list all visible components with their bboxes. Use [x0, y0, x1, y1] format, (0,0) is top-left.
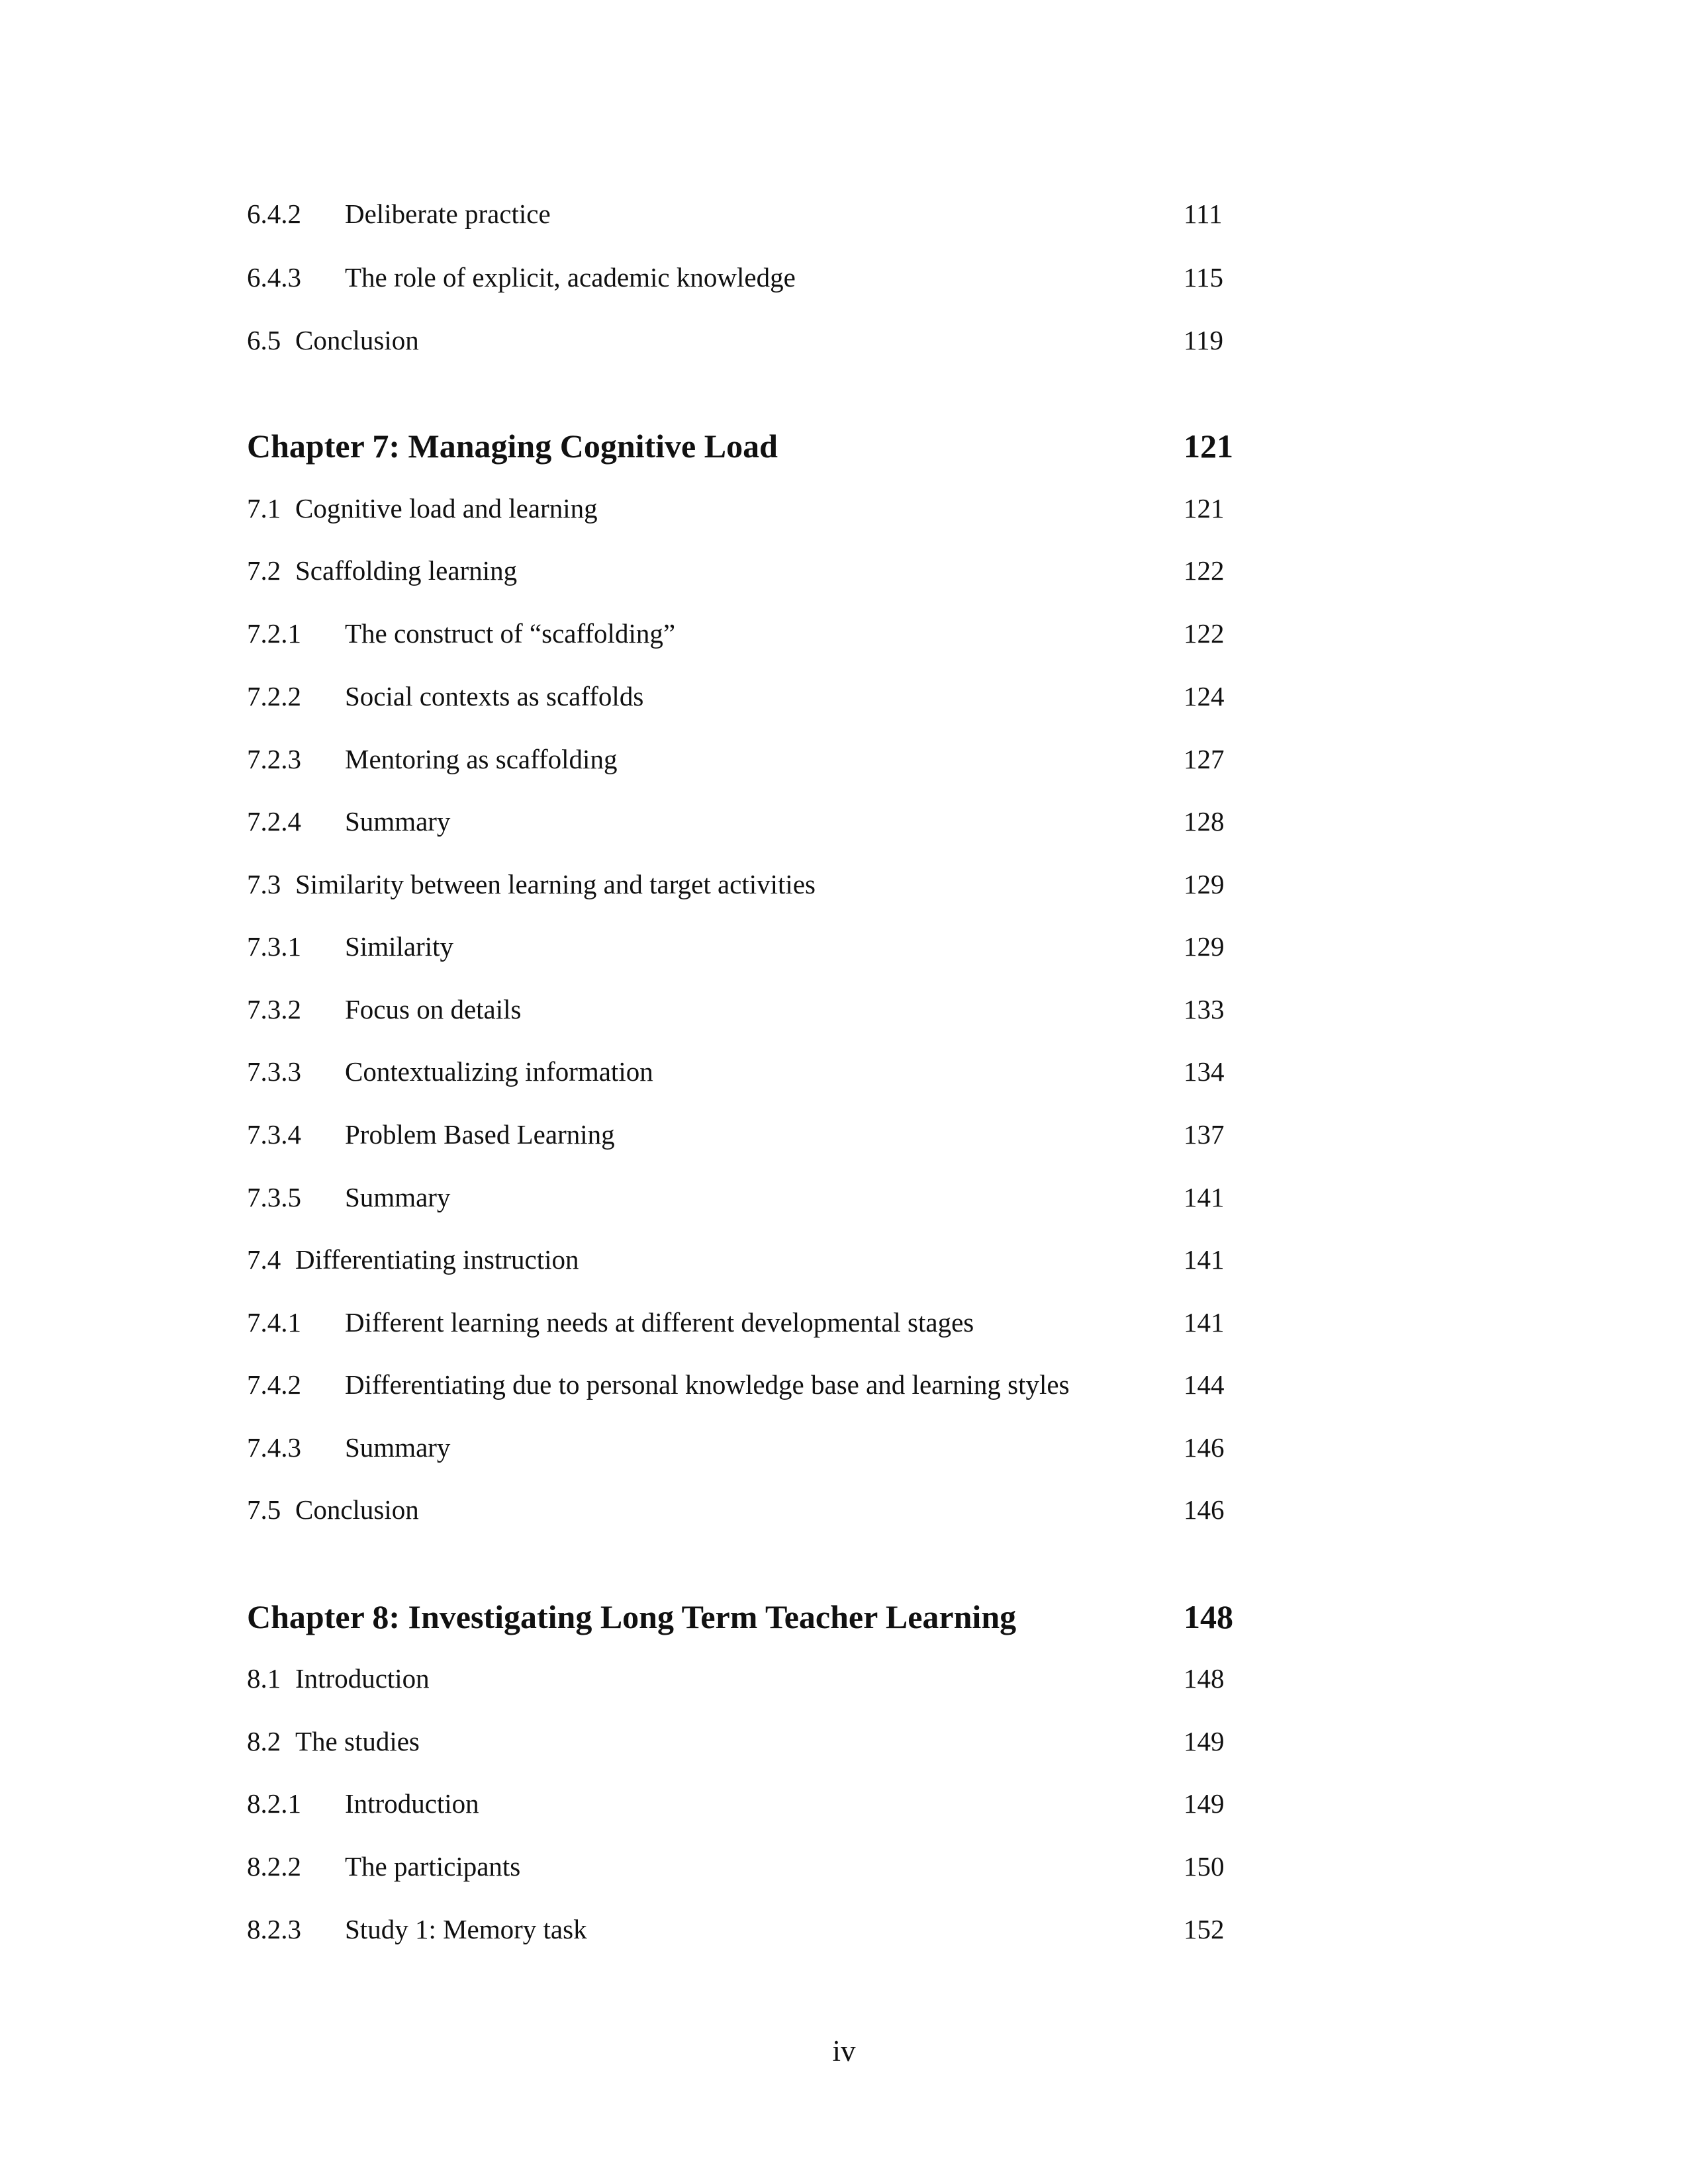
toc-entry-title: Cognitive load and learning [295, 493, 598, 523]
toc-subsection-entry [0, 673, 1688, 719]
toc-page-number: 149 [1184, 1788, 1225, 1819]
toc-entry-number: 7.2.1 [247, 618, 301, 649]
toc-entry-number: 7.2.3 [247, 744, 301, 774]
toc-entry-title: Similarity [345, 931, 453, 962]
toc-subsection-entry [0, 610, 1688, 657]
toc-subsection-entry [0, 986, 1688, 1032]
toc-entry-title: Summary [345, 806, 451, 837]
toc-entry-title: The studies [295, 1726, 420, 1756]
toc-entry-title: Summary [345, 1432, 451, 1463]
toc-entry-number: 7.3.5 [247, 1182, 301, 1212]
toc-page-number: 129 [1184, 931, 1225, 962]
toc-entry-number: 7.1 [247, 493, 281, 523]
toc-entry-title: Study 1: Memory task [345, 1914, 587, 1944]
toc-chapter-title: Chapter 7: Managing Cognitive Load [247, 428, 778, 465]
toc-page-number: 146 [1184, 1494, 1225, 1525]
toc-page-number: 128 [1184, 806, 1225, 837]
toc-subsection-entry [0, 1780, 1688, 1827]
toc-subsection-entry [0, 1361, 1688, 1408]
toc-entry-number: 7.4.1 [247, 1307, 301, 1338]
toc-page-number: 121 [1184, 493, 1225, 523]
toc-entry-title: Mentoring as scaffolding [345, 744, 618, 774]
toc-page-number: 129 [1184, 869, 1225, 899]
toc-entry-number: 7.3.1 [247, 931, 301, 962]
toc-page-number: 144 [1184, 1369, 1225, 1400]
toc-entry-number: 6.4.2 [247, 199, 301, 229]
toc-page-number: 141 [1184, 1307, 1225, 1338]
toc-entry-title: Introduction [345, 1788, 479, 1819]
toc-entry-number: 7.2.4 [247, 806, 301, 837]
toc-page-number: 137 [1184, 1119, 1225, 1150]
toc-entry-title: Deliberate practice [345, 199, 551, 229]
toc-subsection-entry [0, 1174, 1688, 1220]
toc-subsection-entry [0, 1299, 1688, 1345]
toc-entry-number: 7.4.2 [247, 1369, 301, 1400]
toc-page-number: 122 [1184, 618, 1225, 649]
toc-subsection-entry [0, 1111, 1688, 1158]
toc-section-entry [0, 317, 1688, 363]
toc-entry-number: 7.2.2 [247, 681, 301, 711]
toc-page-number: 122 [1184, 555, 1225, 586]
toc-page-number: 127 [1184, 744, 1225, 774]
toc-chapter-entry [0, 420, 1688, 473]
toc-entry-title: Problem Based Learning [345, 1119, 615, 1150]
toc-section-entry [0, 547, 1688, 594]
toc-entry-number: 8.2.2 [247, 1851, 301, 1882]
toc-subsection-entry [0, 923, 1688, 970]
toc-subsection-entry [0, 191, 1688, 237]
toc-entry-title: The construct of “scaffolding” [345, 618, 676, 649]
toc-page-number: 111 [1184, 199, 1223, 229]
toc-section-entry [0, 861, 1688, 907]
toc-subsection-entry [0, 736, 1688, 782]
toc-entry-title: Similarity between learning and target activities [295, 869, 816, 899]
toc-entry-number: 7.4 [247, 1244, 281, 1275]
toc-subsection-entry [0, 1843, 1688, 1889]
toc-entry-title: Focus on details [345, 994, 522, 1024]
toc-entry-number: 6.4.3 [247, 262, 301, 293]
toc-entry-title: Conclusion [295, 1494, 419, 1525]
toc-entry-title: Different learning needs at different developmental stages [345, 1307, 974, 1338]
toc-page-number: 115 [1184, 262, 1223, 293]
toc-section-entry [0, 1718, 1688, 1764]
toc-page-number: 152 [1184, 1914, 1225, 1944]
toc-page-number: 119 [1184, 325, 1223, 355]
toc-entry-title: Conclusion [295, 325, 419, 355]
toc-entry-title: Differentiating instruction [295, 1244, 579, 1275]
toc-page-number: 141 [1184, 1244, 1225, 1275]
toc-page-number: 149 [1184, 1726, 1225, 1756]
toc-chapter-title: Chapter 8: Investigating Long Term Teacher Learning [247, 1598, 1017, 1635]
toc-entry-number: 7.3.4 [247, 1119, 301, 1150]
toc-section-entry [0, 1236, 1688, 1283]
toc-subsection-entry [0, 1424, 1688, 1471]
toc-page-number: 124 [1184, 681, 1225, 711]
toc-entry-number: 7.5 [247, 1494, 281, 1525]
toc-entry-number: 7.4.3 [247, 1432, 301, 1463]
page-number: iv [832, 2034, 856, 2068]
toc-entry-title: Summary [345, 1182, 451, 1212]
toc-entry-title: Contextualizing information [345, 1056, 653, 1087]
toc-page-number: 148 [1184, 1598, 1233, 1635]
toc-section-entry [0, 485, 1688, 531]
toc-entry-number: 7.3.3 [247, 1056, 301, 1087]
toc-entry-number: 7.3 [247, 869, 281, 899]
toc-entry-title: Scaffolding learning [295, 555, 518, 586]
toc-section-entry [0, 1655, 1688, 1702]
toc-subsection-entry [0, 254, 1688, 300]
toc-entry-number: 6.5 [247, 325, 281, 355]
toc-subsection-entry [0, 798, 1688, 844]
toc-chapter-entry [0, 1590, 1688, 1643]
toc-entry-number: 8.2 [247, 1726, 281, 1756]
toc-entry-title: Introduction [295, 1663, 430, 1694]
toc-entry-title: Differentiating due to personal knowledge base and learning styles [345, 1369, 1070, 1400]
toc-page-number: 146 [1184, 1432, 1225, 1463]
toc-entry-number: 8.2.1 [247, 1788, 301, 1819]
toc-page-number: 121 [1184, 428, 1233, 465]
toc-page-number: 148 [1184, 1663, 1225, 1694]
toc-section-entry [0, 1486, 1688, 1533]
toc-page-number: 141 [1184, 1182, 1225, 1212]
toc-page-number: 150 [1184, 1851, 1225, 1882]
toc-subsection-entry [0, 1048, 1688, 1095]
toc-entry-number: 7.2 [247, 555, 281, 586]
toc-page-number: 134 [1184, 1056, 1225, 1087]
toc-entry-title: Social contexts as scaffolds [345, 681, 644, 711]
toc-page-number: 133 [1184, 994, 1225, 1024]
toc-entry-number: 7.3.2 [247, 994, 301, 1024]
toc-entry-number: 8.1 [247, 1663, 281, 1694]
toc-entry-title: The role of explicit, academic knowledge [345, 262, 796, 293]
toc-entry-number: 8.2.3 [247, 1914, 301, 1944]
toc-subsection-entry [0, 1906, 1688, 1952]
toc-entry-title: The participants [345, 1851, 521, 1882]
